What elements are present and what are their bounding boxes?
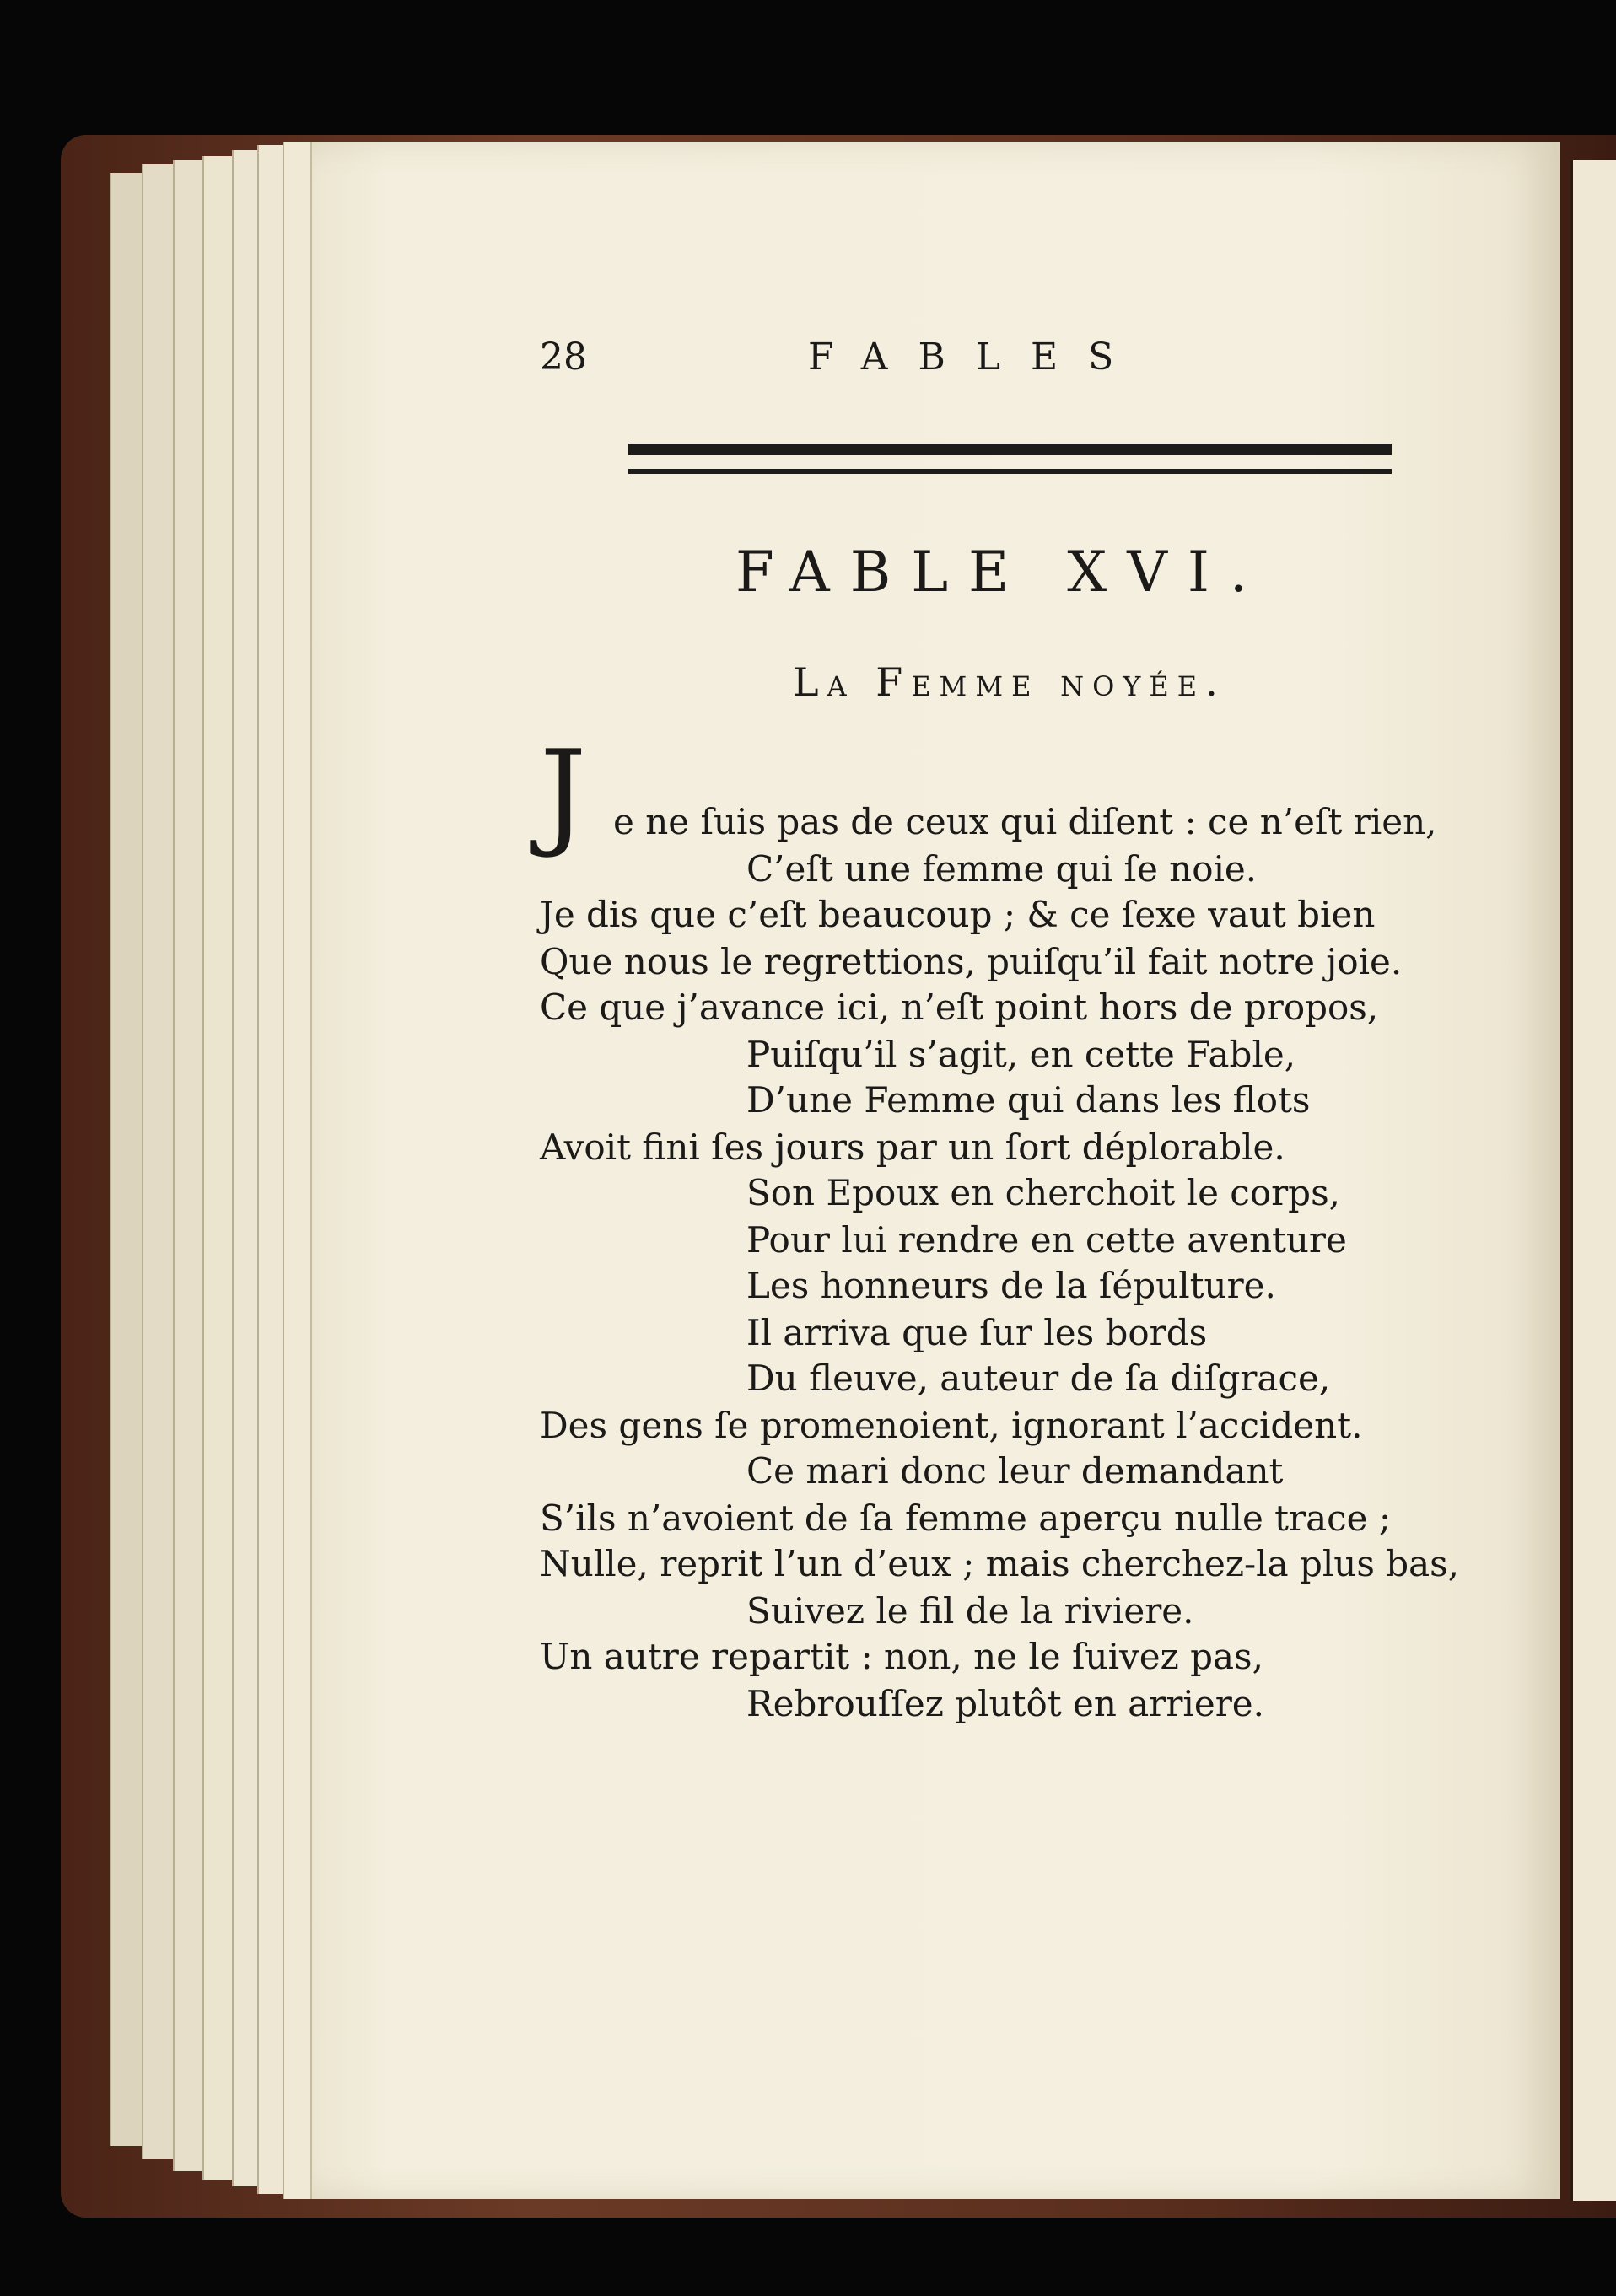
verse-line: Avoit fini ſes jours par un ſort déplorable. bbox=[540, 1126, 1285, 1168]
verse-line: Je dis que c’eſt beaucoup ; & ce ſexe vaut bien bbox=[540, 894, 1376, 935]
verse-line: e ne ſuis pas de ceux qui diſent : ce n’eſt rien, bbox=[613, 801, 1437, 842]
verse-line: Du fleuve, auteur de ſa diſgrace, bbox=[746, 1358, 1331, 1399]
verse-line: S’ils n’avoient de ſa femme aperçu nulle trace ; bbox=[540, 1498, 1392, 1539]
verse-line: Nulle, reprit l’un d’eux ; mais cherchez-la plus bas, bbox=[540, 1543, 1460, 1584]
verse-line: Puiſqu’il s’agit, en cette Fable, bbox=[746, 1034, 1296, 1075]
verse-line: Suivez le fil de la riviere. bbox=[746, 1590, 1194, 1632]
verse-line: Que nous le regrettions, puiſqu’il fait notre joie. bbox=[540, 941, 1403, 982]
running-head: FABLES bbox=[808, 336, 1145, 379]
page-number: 28 bbox=[540, 336, 587, 379]
verse-line: Les honneurs de la ſépulture. bbox=[746, 1265, 1276, 1306]
verse-line: Des gens ſe promenoient, ignorant l’accident. bbox=[540, 1405, 1363, 1446]
header-rule-thin bbox=[628, 469, 1392, 474]
facing-page-edge bbox=[1570, 160, 1616, 2201]
verse-line: Pour lui rendre en cette aventure bbox=[746, 1219, 1347, 1261]
header-rule-thick bbox=[628, 444, 1392, 455]
verse-line: Son Epoux en cherchoit le corps, bbox=[746, 1172, 1340, 1213]
verse-line: D’une Femme qui dans les flots bbox=[746, 1079, 1311, 1121]
verse-line: Il arriva que ſur les bords bbox=[746, 1312, 1208, 1353]
verse-line: Rebrouſſez plutôt en arriere. bbox=[746, 1683, 1264, 1724]
verse-line: Ce que j’avance ici, n’eſt point hors de propos, bbox=[540, 987, 1379, 1028]
verse-line: Un autre repartit : non, ne le ſuivez pas, bbox=[540, 1636, 1263, 1677]
fable-subtitle: La Femme noyée. bbox=[793, 659, 1226, 705]
drop-cap: J bbox=[540, 725, 587, 861]
verse-line: Ce mari donc leur demandant bbox=[746, 1450, 1284, 1492]
fable-title: FABLE XVI. bbox=[735, 540, 1268, 605]
verse-line: C’eſt une femme qui ſe noie. bbox=[746, 848, 1258, 890]
